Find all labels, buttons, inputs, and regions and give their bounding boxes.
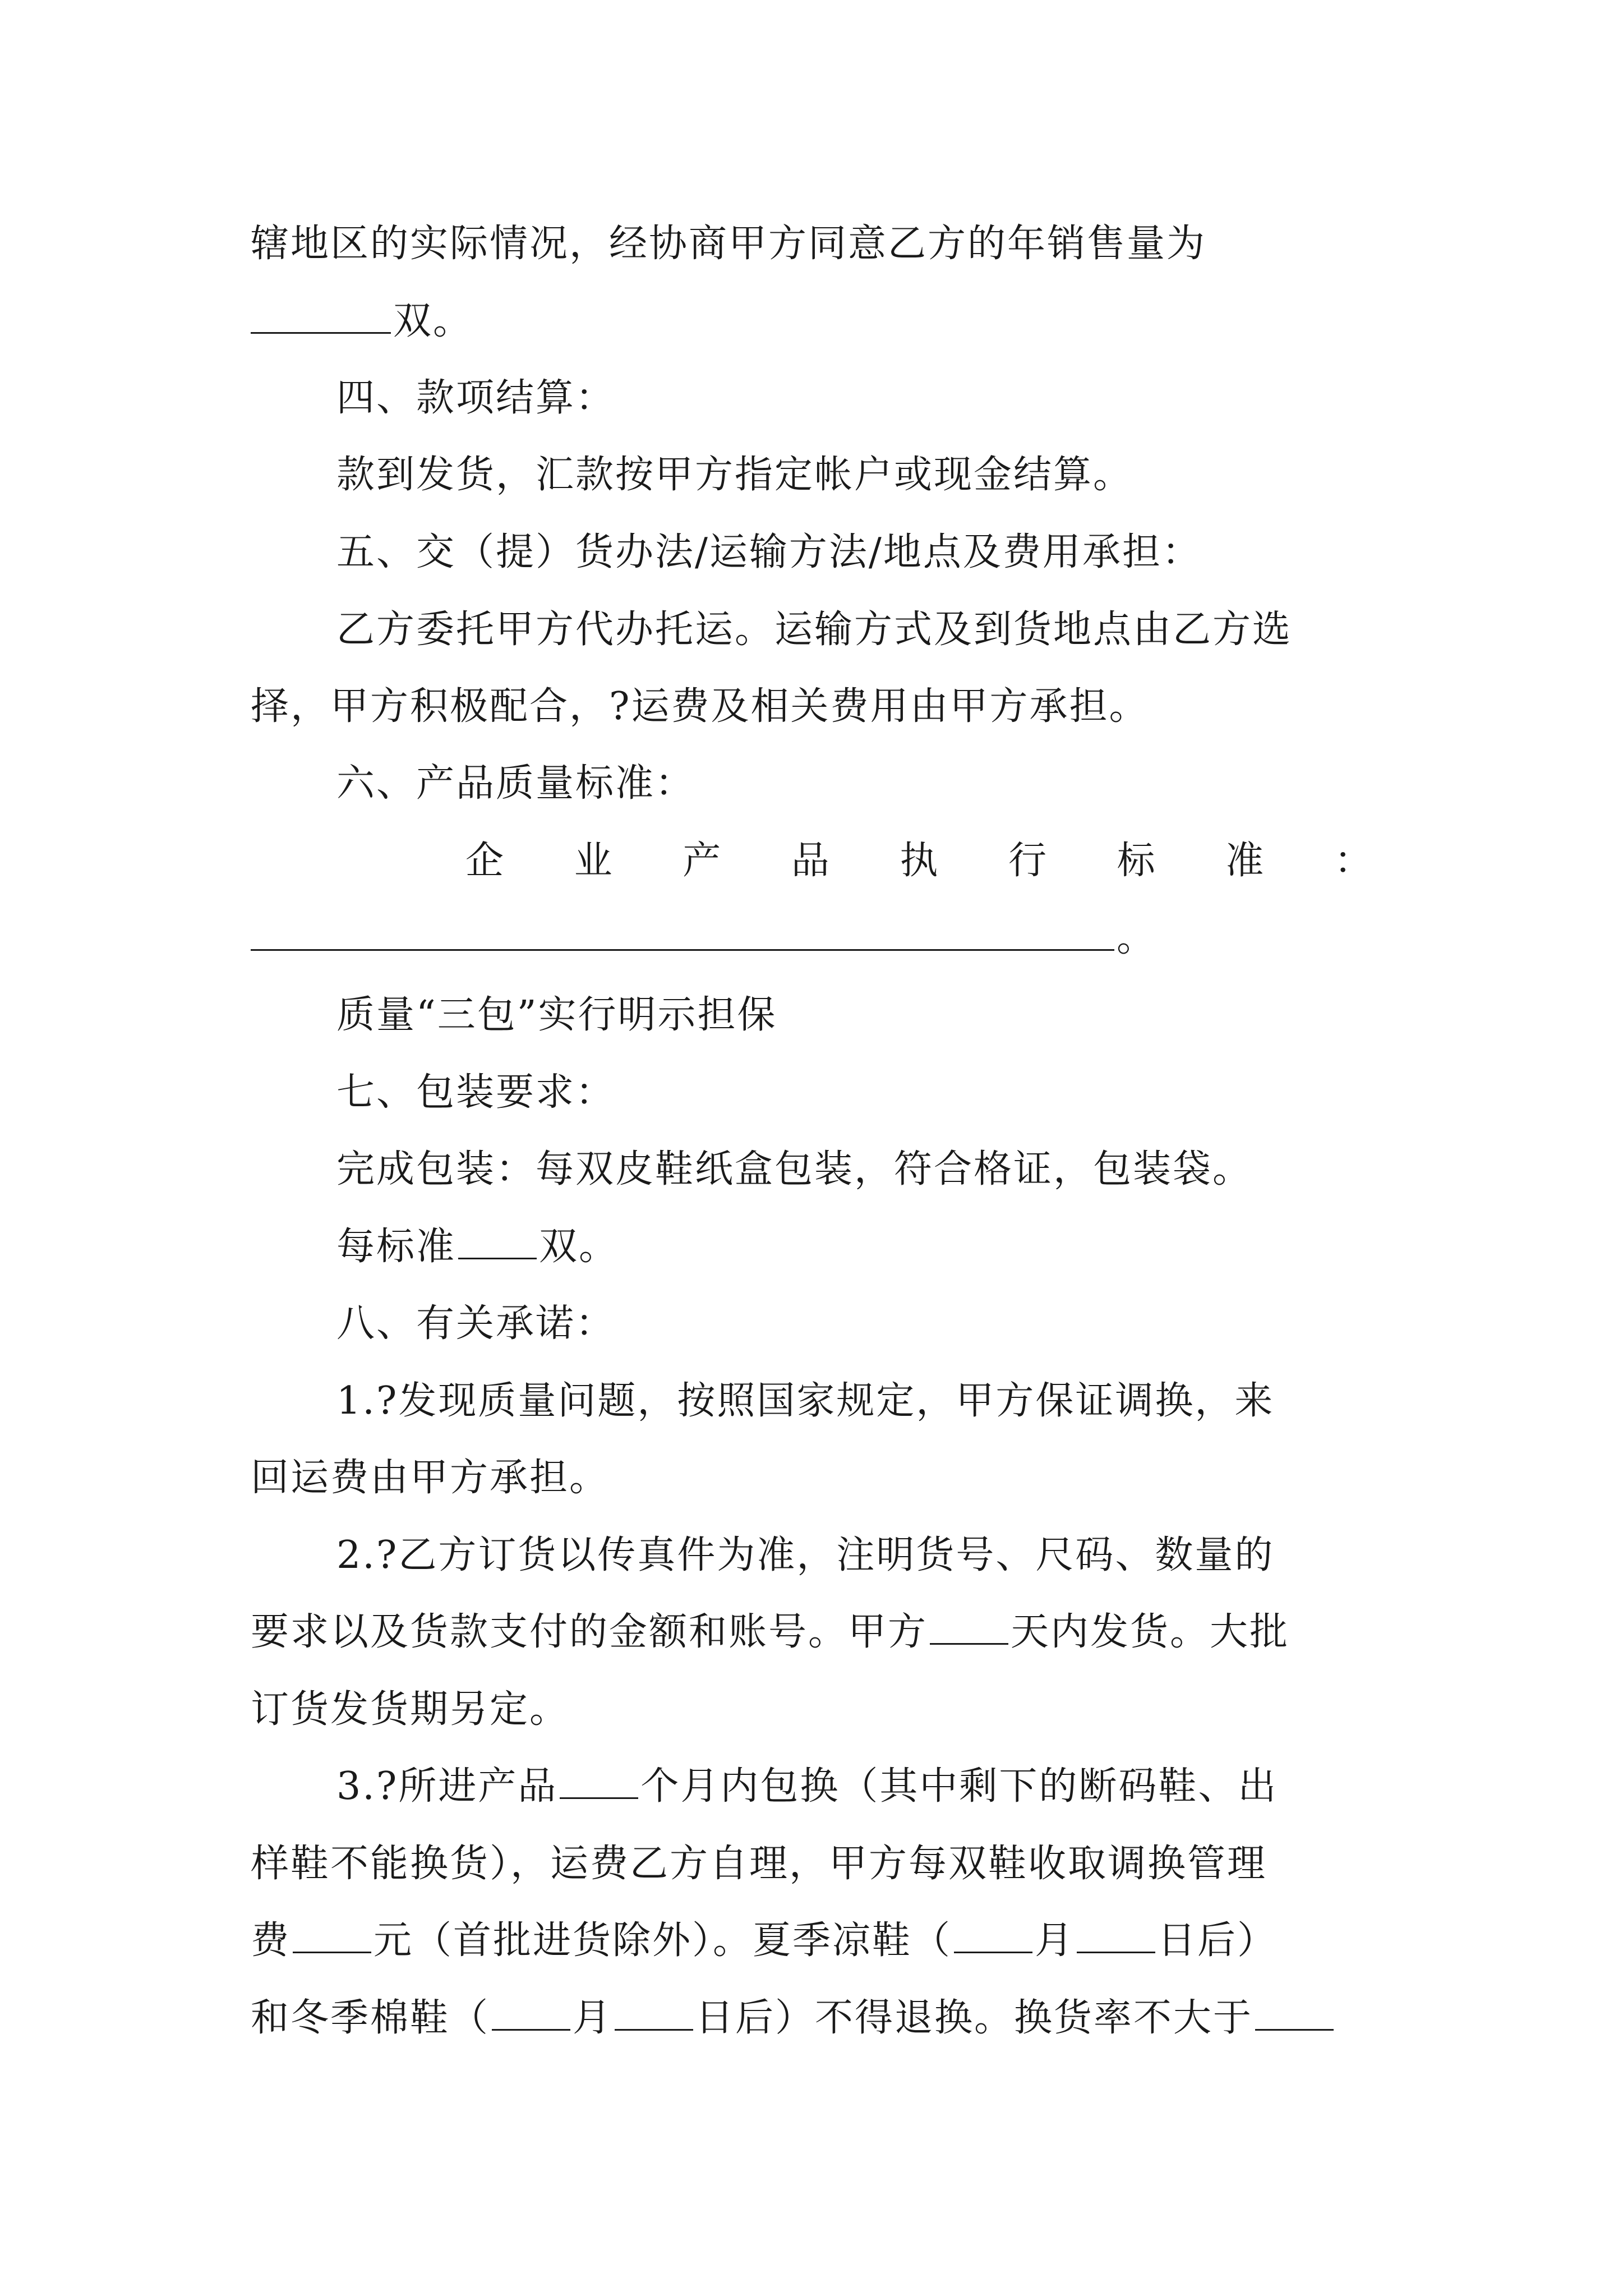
- text-run: 日后）不得退换。换货率不大于: [695, 1996, 1253, 2040]
- text-run: 择，甲方积极配合，?运费及相关费用由甲方承担。: [251, 684, 1149, 729]
- fill-blank: [1077, 1919, 1155, 1953]
- text-run: 辖地区的实际情况，经协商甲方同意乙方的年销售量为: [251, 222, 1207, 266]
- text-line-23: [251, 1987, 1384, 2049]
- text-line-21: [251, 1833, 1384, 1895]
- spread-text-line: [465, 830, 1374, 892]
- text-run: 四、款项结算：: [336, 376, 616, 420]
- text-line-17: [336, 1525, 1385, 1586]
- text-line-7: [251, 676, 1384, 738]
- fill-blank: [458, 1225, 537, 1259]
- fill-blank: [293, 1919, 371, 1953]
- fill-blank: [251, 300, 391, 334]
- text-line-20: [336, 1756, 1385, 1818]
- text-run: 元（首批进货除外）。夏季凉鞋（: [374, 1918, 952, 1963]
- text-run: 每标准: [336, 1225, 457, 1269]
- section-heading-8: [336, 1293, 1385, 1355]
- text-line-22: [251, 1910, 1384, 1972]
- text-line-15: [336, 1370, 1385, 1432]
- text-run: 1.?发现质量问题，按照国家规定，甲方保证调换，来: [336, 1379, 1275, 1423]
- text-line-18: [251, 1602, 1384, 1663]
- fill-blank: [1255, 1996, 1334, 2031]
- text-run: 双。: [393, 299, 473, 343]
- text-line-12: [336, 1139, 1385, 1200]
- text-run: 五、交（提）货办法/运输方法/地点及费用承担：: [336, 530, 1202, 574]
- text-line-13: [336, 1216, 1385, 1278]
- spread-char: 品: [791, 839, 831, 883]
- section-heading-6: [336, 753, 1385, 815]
- spread-char: 企: [465, 839, 506, 883]
- fill-blank: [930, 1611, 1008, 1645]
- text-run: 样鞋不能换货），运费乙方自理，甲方每双鞋收取调换管理: [251, 1842, 1267, 1886]
- spread-char: 执: [900, 839, 940, 883]
- section-heading-5: [336, 522, 1385, 583]
- text-run: 和冬季棉鞋（: [251, 1996, 490, 2040]
- text-run: 订货发货期另定。: [251, 1687, 570, 1732]
- spread-char: 产: [683, 839, 723, 883]
- text-run: 月: [1035, 1918, 1075, 1963]
- fill-blank: [560, 1765, 638, 1799]
- fill-blank: [492, 1996, 570, 2031]
- text-run: 日后）: [1158, 1918, 1278, 1963]
- fill-blank: [954, 1919, 1032, 1953]
- text-run: 回运费由甲方承担。: [251, 1456, 610, 1500]
- text-run: 乙方委托甲方代办托运。运输方式及到货地点由乙方选: [336, 608, 1293, 652]
- spread-char: 行: [1008, 839, 1049, 883]
- text-line-16: [251, 1447, 1384, 1509]
- text-line-1: [251, 213, 1384, 275]
- text-run: 月: [573, 1996, 613, 2040]
- text-run: 双。: [539, 1225, 619, 1269]
- text-run: 要求以及货款支付的金额和账号。甲方: [251, 1610, 928, 1654]
- spread-char: 准: [1225, 839, 1266, 883]
- text-line-9: [251, 908, 1384, 969]
- text-run: 六、产品质量标准：: [336, 761, 695, 806]
- text-run: 天内发货。大批: [1011, 1610, 1290, 1654]
- text-run: 。: [1117, 916, 1157, 960]
- text-line-19: [251, 1679, 1384, 1741]
- text-run: 款到发货，汇款按甲方指定帐户或现金结算。: [336, 453, 1133, 497]
- spread-char: 标: [1117, 839, 1157, 883]
- text-line-10: [336, 984, 1385, 1046]
- text-run: 2.?乙方订货以传真件为准，注明货号、尺码、数量的: [336, 1533, 1275, 1577]
- fill-blank: [615, 1996, 693, 2031]
- text-line-4: [336, 444, 1385, 506]
- text-run: 八、有关承诺：: [336, 1301, 616, 1346]
- section-heading-4: [336, 367, 1385, 429]
- text-run: 费: [251, 1918, 291, 1963]
- text-line-6: [336, 599, 1385, 661]
- text-run: 七、包装要求：: [336, 1070, 616, 1115]
- text-run: 3.?所进产品: [336, 1764, 558, 1809]
- spread-char: ：: [1334, 839, 1374, 883]
- text-line-2: [251, 291, 1384, 352]
- fill-blank: [251, 917, 1114, 951]
- text-run: 完成包装：每双皮鞋纸盒包装，符合格证，包装袋。: [336, 1147, 1253, 1191]
- spread-char: 业: [574, 839, 614, 883]
- text-run: 质量“三包”实行明示担保: [336, 993, 777, 1037]
- section-heading-7: [336, 1062, 1385, 1124]
- text-run: 个月内包换（其中剩下的断码鞋、出: [640, 1764, 1278, 1809]
